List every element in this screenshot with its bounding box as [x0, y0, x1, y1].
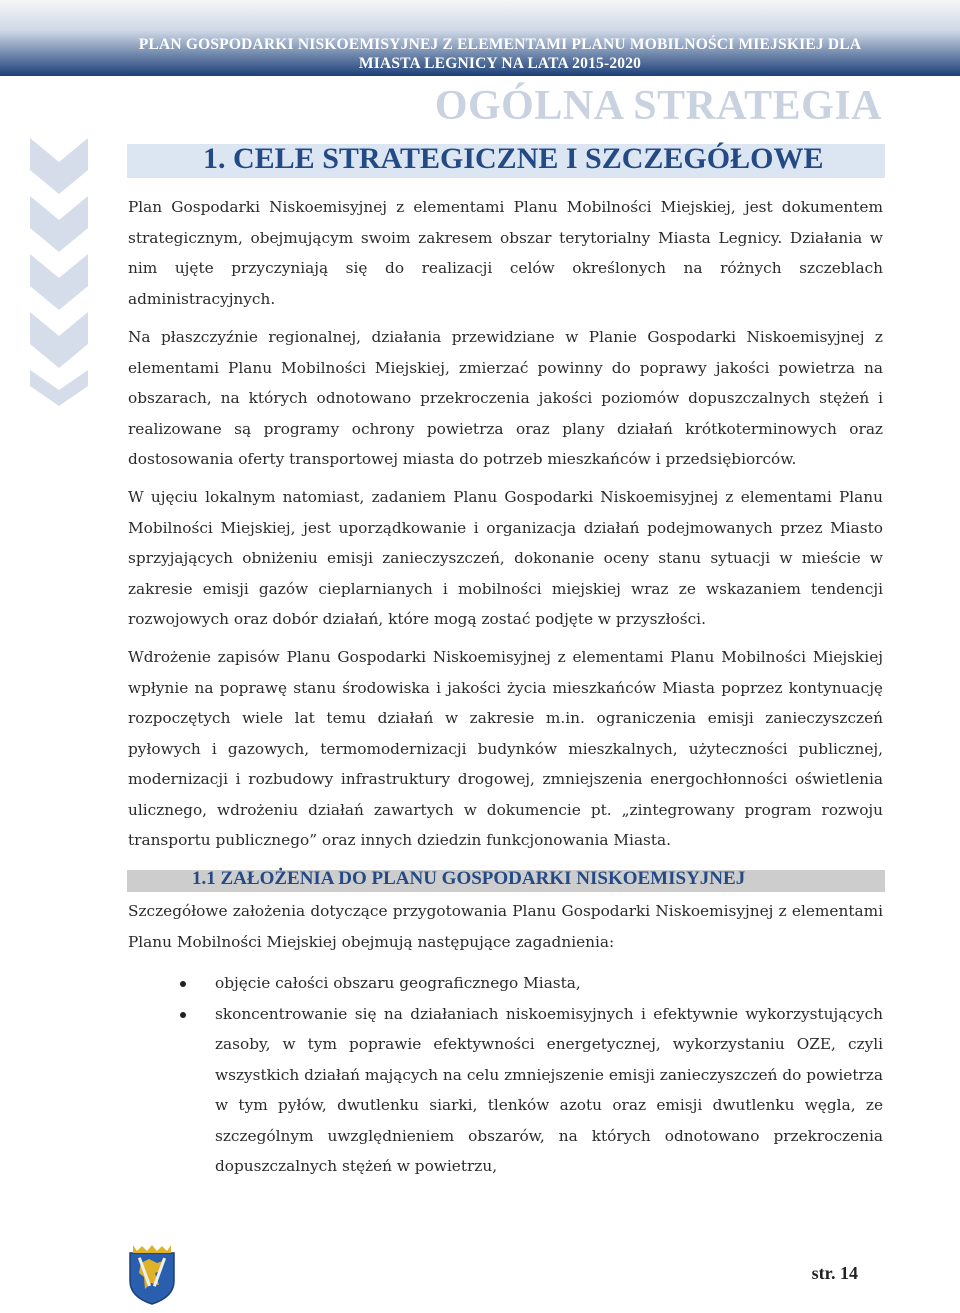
- list-item: [128, 968, 883, 999]
- section-title: OGÓLNA STRATEGIA: [434, 83, 882, 129]
- paragraph-2: Na płaszczyźnie regionalnej, działania przewidziane w Planie Gospodarki Niskoemisyjnej z elementami Planu Mobilności Miejskiej, zmierzać powinny do poprawy jakości powietrza na obszarach, na których odnotowano przekroczenia jakości poziomów dopuszczalnych stężeń i realizowane są programy ochrony powietrza oraz plany działań krótkoterminowych oraz dostosowania oferty transportowej miasta do potrzeb mieszkańców i przedsiębiorców.: [128, 328, 883, 468]
- page-number: str. 14: [811, 1263, 858, 1283]
- subsection-intro: Szczegółowe założenia dotyczące przygotowania Planu Gospodarki Niskoemisyjnej z elementami Planu Mobilności Miejskiej obejmują następujące zagadnienia:: [128, 902, 883, 951]
- header-title-line-2: MIASTA LEGNICY NA LATA 2015-2020: [358, 55, 642, 72]
- header-title-line-1: PLAN GOSPODARKI NISKOEMISYJNEJ Z ELEMENTAMI PLANU MOBILNOŚCI MIEJSKIEJ DLA: [138, 36, 862, 53]
- list-item: [128, 999, 883, 1182]
- city-crest-icon: [127, 1243, 177, 1305]
- bullet-icon: [180, 981, 186, 987]
- subsection-heading: 1.1 ZAŁOŻENIA DO PLANU GOSPODARKI NISKOEMISYJNEJ: [192, 868, 746, 889]
- page-header: [0, 0, 960, 76]
- list-item-text: skoncentrowanie się na działaniach niskoemisyjnych i efektywnie wykorzystujących zasoby, w tym poprawie efektywności energetycznej, wykorzystaniu OZE, czyli wszystkich działań mających na celu zmniejszenie emisji zanieczyszczeń do powietrza w tym pyłów, dwutlenku siarki, tlenków azotu oraz emisji dwutlenku węgla, ze szczególnym uwzględnieniem obszarów, na których odnotowano przekroczenia dopuszczalnych stężeń w powietrzu,: [215, 1004, 883, 1175]
- paragraph-1: Plan Gospodarki Niskoemisyjnej z elementami Planu Mobilności Miejskiej, jest dokumentem strategicznym, obejmującym swoim zakresem obszar terytorialny Miasta Legnicy. Działania w nim ujęte przyczyniają się do realizacji celów określonych na różnych szczeblach administracyjnych.: [128, 198, 883, 308]
- paragraph-3: W ujęciu lokalnym natomiast, zadaniem Planu Gospodarki Niskoemisyjnej z elementami Planu Mobilności Miejskiej, jest uporządkowanie i organizacja działań podejmowanych przez Miasto sprzyjających obniżeniu emisji zanieczyszczeń, dokonanie oceny stanu sytuacji w mieście w zakresie emisji gazów cieplarnianych i mobilności miejskiej wraz ze wskazaniem tendencji rozwojowych oraz dobór działań, które mogą zostać podjęte w przyszłości.: [128, 488, 883, 628]
- header-title: [0, 35, 960, 73]
- bullet-list: [128, 968, 883, 1182]
- chapter-heading: 1. CELE STRATEGICZNE I SZCZEGÓŁOWE: [203, 142, 824, 175]
- bullet-icon: [180, 1012, 186, 1018]
- chevron-decoration-icon: [30, 138, 88, 406]
- list-item-text: objęcie całości obszaru geograficznego Miasta,: [215, 974, 581, 992]
- paragraph-4: Wdrożenie zapisów Planu Gospodarki Niskoemisyjnej z elementami Planu Mobilności Miejskiej wpłynie na poprawę stanu środowiska i jakości życia mieszkańców Miasta poprzez kontynuację rozpoczętych wiele lat temu działań w zakresie m.in. ograniczenia emisji zanieczyszczeń pyłowych i gazowych, termomodernizacji budynków mieszkalnych, użyteczności publicznej, modernizacji i rozbudowy infrastruktury drogowej, zmniejszenia energochłonności oświetlenia ulicznego, wdrożeniu działań zawartych w dokumencie pt. „zintegrowany program rozwoju transportu publicznego” oraz innych dziedzin funkcjonowania Miasta.: [128, 648, 883, 849]
